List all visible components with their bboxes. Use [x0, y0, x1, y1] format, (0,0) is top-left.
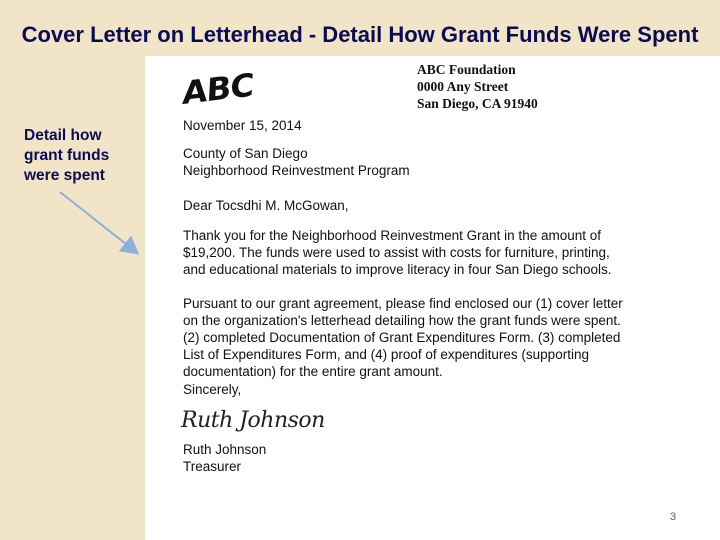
- paragraph-2-line: Pursuant to our grant agreement, please find enclosed our (1) cover letter: [183, 296, 623, 311]
- letter-date: November 15, 2014: [183, 118, 302, 133]
- org-street: 0000 Any Street: [417, 78, 509, 94]
- paragraph-1-line: Thank you for the Neighborhood Reinvestment Grant in the amount of: [183, 228, 601, 243]
- paragraph-1-line: $19,200. The funds were used to assist with costs for furniture, printing,: [183, 245, 610, 260]
- paragraph-2-line: documentation) for the entire grant amount.: [183, 364, 443, 379]
- org-name: ABC Foundation: [417, 62, 516, 77]
- paragraph-2-line: on the organization's letterhead detailing how the grant funds were spent.: [183, 313, 621, 328]
- callout-text: Detail how grant funds were spent: [24, 127, 110, 184]
- slide-title: Cover Letter on Letterhead - Detail How Grant Funds Were Spent: [21, 22, 699, 47]
- recipient-line-2: Neighborhood Reinvestment Program: [183, 163, 410, 178]
- org-city: San Diego, CA 91940: [417, 95, 538, 111]
- recipient-line-1: County of San Diego: [183, 146, 308, 161]
- salutation: Dear Tocsdhi M. McGowan,: [183, 198, 349, 213]
- page-number: 3: [670, 511, 677, 523]
- signer-name: Ruth Johnson: [183, 442, 267, 457]
- signer-title: Treasurer: [183, 459, 242, 474]
- letter-page: [145, 56, 720, 540]
- logo: ABC: [181, 65, 255, 113]
- paragraph-2-line: List of Expenditures Form, and (4) proof of expenditures (supporting: [183, 347, 589, 362]
- signature: Ruth Johnson: [181, 408, 325, 433]
- paragraph-2-line: (2) completed Documentation of Grant Expenditures Form. (3) completed: [183, 330, 621, 345]
- letterhead-address: [417, 62, 538, 113]
- paragraph-1-line: and educational materials to improve literacy in four San Diego schools.: [183, 262, 612, 277]
- closing: Sincerely,: [183, 382, 242, 397]
